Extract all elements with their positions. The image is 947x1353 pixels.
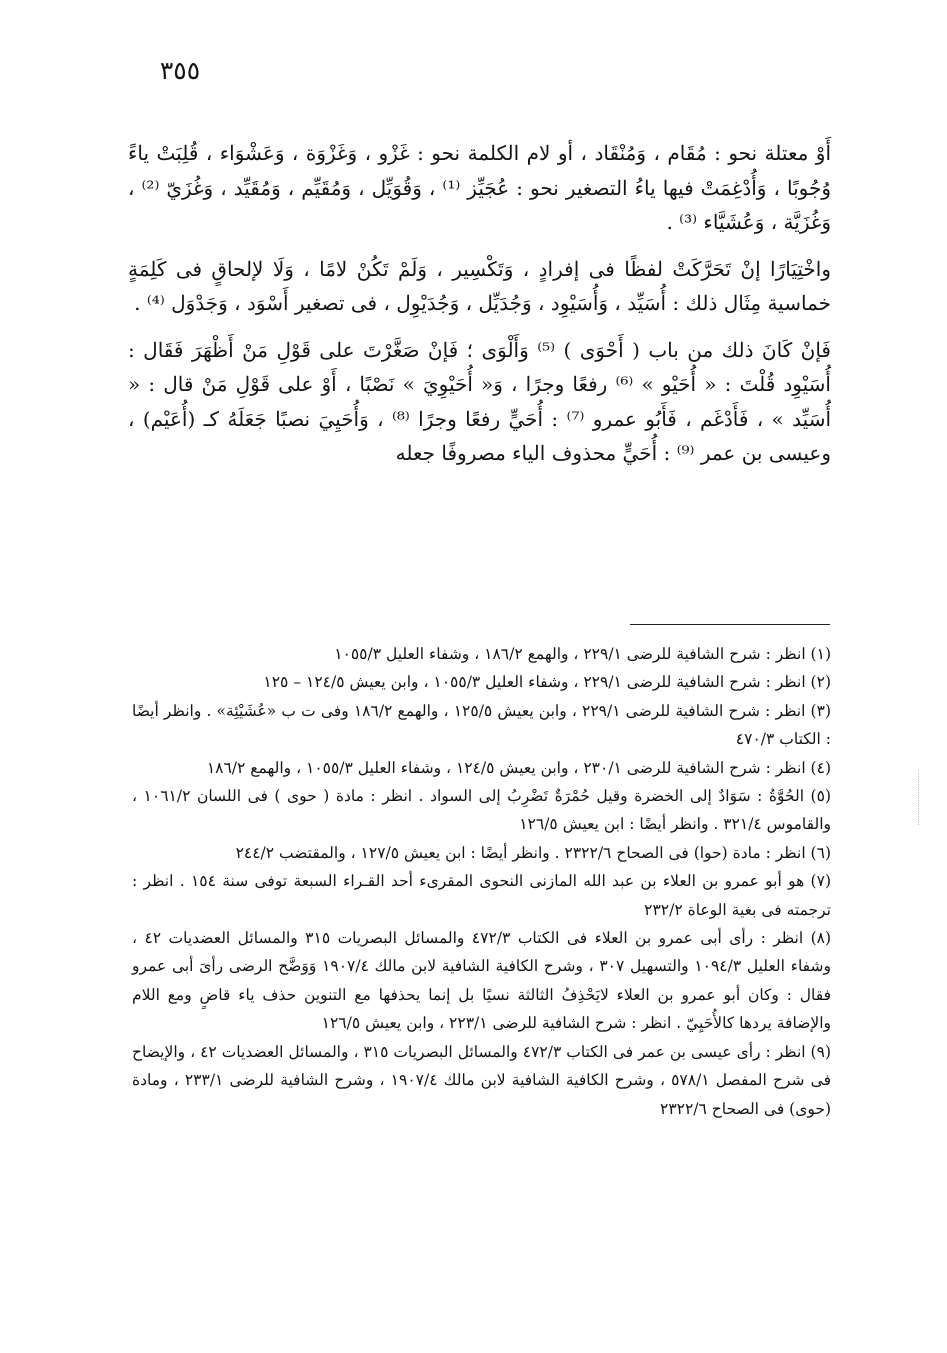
footnotes (132, 640, 831, 1123)
margin-dotted-mark (918, 770, 919, 825)
page-number: ٣٥٥ (159, 56, 201, 85)
footnote-8: (٨) انظر : رأى أبى عمرو بن العلاء فى الكتاب ٤٧٢/٣ والمسائل البصريات ٣١٥ والمسائل العضديات ٤٢ ، وشفاء العليل ١٠٩٤/٣ والتسهيل ٣٠٧ ، وشرح الكافية الشافية لابن مالك ١٩٠٧/٤ وَوَضَّح الرضى رأىَ أبى عمرو فقال : وكان أبو عمرو بن العلاء لايَحْذِفُ الثالثة نسيًا بل إنما يحذفها مع التنوين حذف ياء قاضٍ ومع اللام والإضافة يردها كالأُحَيِيّ . انظر : شرح الشافية للرضى ٢٢٣/١ ، وابن يعيش ١٢٦/٥ (132, 929, 832, 1033)
footnote-3: (٣) انظر : شرح الشافية للرضى ٢٢٩/١ ، وابن يعيش ١٢٥/٥ ، والهمع ١٨٦/٢ وفى ت ب «عُشَيْئِة» . وانظر أيضًا : الكتاب ٤٧٠/٣ (132, 701, 831, 749)
footnote-1: (١) انظر : شرح الشافية للرضى ٢٢٩/١ ، والهمع ١٨٦/٢ ، وشفاء العليل ١٠٥٥/٣ (334, 645, 831, 663)
footnote-7: (٧) هو أبو عمرو بن العلاء بن عبد الله المازنى النحوى المقرىء أحد القـراء السبعة توفى سنة ١٥٤ . انظر : ترجمته فى بغية الوعاة ٢٣٢/٢ (132, 872, 831, 919)
footnote-5: (٥) الحُوَّةُ : سَوَادٌ إلى الخضرة وقيل حُمْرَةٌ تَضْرِبُ إلى السواد . انظر : مادة ( حوى ) فى اللسان ١٠٦١/٢ ، والقاموس ٣٢١/٤ . وانظر أيضًا : ابن يعيش ١٢٦/٥ (132, 787, 831, 834)
footnote-4: (٤) انظر : شرح الشافية للرضى ٢٣٠/١ ، وابن يعيش ١٢٤/٥ ، وشفاء العليل ١٠٥٥/٣ ، والهمع ١٨٦/٢ (206, 758, 831, 777)
main-paragraph-2: واخْتِيَارًا إنْ تَحَرَّكَتْ لفظًا فى إفرادٍ ، وَتَكْسِير ، وَلَمْ تَكُنْ لامًا ، وَلَا لإلحاقٍ فى كَلِمَةٍ خماسية مِثَال ذلك : أُسَيِّد ، وَأُسَيْوِد ، وَجُدَيِّل ، وَجُدَيْوِل ، فى تصغير أَسْوَد ، وَجَدْوَل ⁽⁴⁾ . (128, 256, 831, 315)
footnote-9: (٩) انظر : رأى عيسى بن عمر فى الكتاب ٤٧٢/٣ والمسائل البصريات ٣١٥ ، والمسائل العضديات ٤٢ ، والإيضاح فى شرح المفصل ٥٧٨/١ ، وشرح الكافية الشافية لابن مالك ١٩٠٧/٤ ، وشرح الشافية للرضى ٢٣٣/١ ، ومادة (حوى) فى الصحاح ٢٣٢٢/٦ (132, 1042, 831, 1118)
footnote-2: (٢) انظر : شرح الشافية للرضى ٢٢٩/١ ، وشفاء العليل ١٠٥٥/٣ ، وابن يعيش ١٢٤/٥ – ١٢٥ (263, 673, 831, 692)
footnote-separator (630, 624, 830, 625)
main-paragraph-1: أَوْ معتلة نحو : مُقَام ، وَمُنْقَاد ، أو لام الكلمة نحو : غَزْو ، وَغَزْوَة ، وَعَشْوَاء ، قُلِبَتْ ياءً وُجُوبًا ، وَأُدْغِمَتْ فيها ياءُ التصغير نحو : عُجَيِّز ⁽¹⁾ ، وَقُوَيِّل ، وَمُقَيِّم ، وَمُقَيِّد ، وَغُزَيّ ⁽²⁾ ، وَغُزَيَّة ، وَعُشَيَّاء ⁽³⁾ . (128, 141, 831, 234)
footnote-6: (٦) انظر : مادة (حوا) فى الصحاح ٢٣٢٢/٦ . وانظر أيضًا : ابن يعيش ١٢٧/٥ ، والمقتضب ٢٤٤/٢ (235, 843, 831, 862)
main-paragraph-3: فَإنْ كَانَ ذلك من باب ( أَحْوَى ) ⁽⁵⁾ وَأَلْوَى ؛ فَإنْ صَغَّرْتَ على قَوْلِ مَنْ أَظْهَرَ فَقَال : أُسَيْوِد قُلْتَ : « أُحَيْو » ⁽⁶⁾ رفعًا وجرًا ، وَ« أُحَيْوِيَ » نَصْبًا ، أَوْ على قَوْلِ مَنْ قال : « أُسَيِّد » ، فَأَدْغَم ، فَأَبُو عمرو ⁽⁷⁾ : أُحَيٍّ رفعًا وجرًا ⁽⁸⁾ ، وَأُحَيِيَ نصبًا جَعَلَهُ كـ (أُعَيْم) ، وعيسى بن عمر ⁽⁹⁾ : أُحَيٍّ محذوف الياء مصروفًا جعله (128, 337, 832, 465)
main-text (128, 136, 831, 471)
